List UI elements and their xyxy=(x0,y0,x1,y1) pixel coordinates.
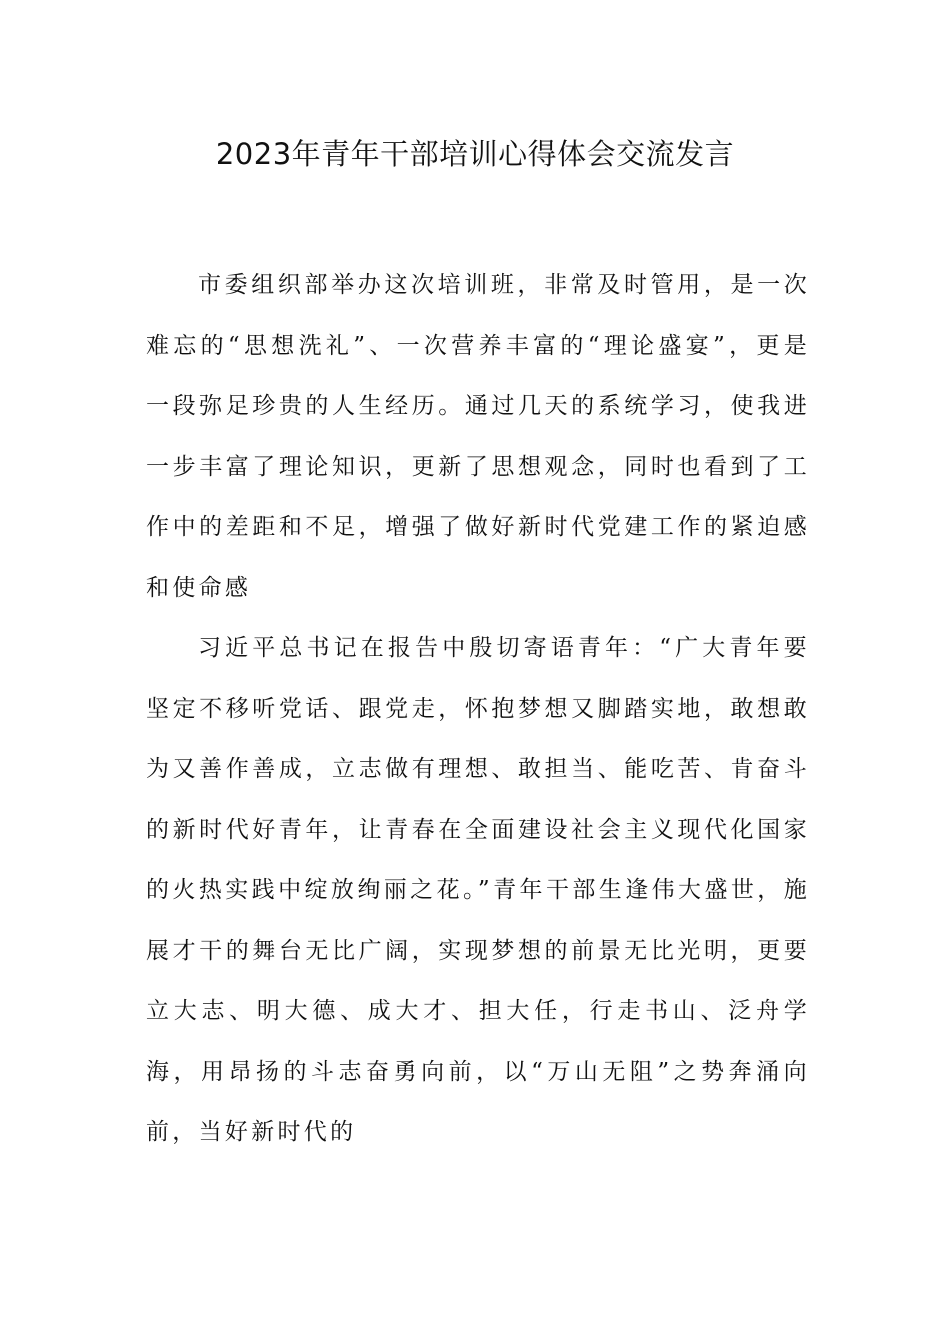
paragraph-1: 市委组织部举办这次培训班，非常及时管用，是一次难忘的“思想洗礼”、一次营养丰富的“理论盛宴”，更是一段弥足珍贵的人生经历。通过几天的系统学习，使我进一步丰富了理论知识，更新了思想观念，同时也看到了工作中的差距和不足，增强了做好新时代党建工作的紧迫感和使命感 xyxy=(146,272,810,601)
paragraph-2: 习近平总书记在报告中殷切寄语青年：“广大青年要坚定不移听党话、跟党走，怀抱梦想又脚踏实地，敢想敢为又善作善成，立志做有理想、敢担当、能吃苦、肯奋斗的新时代好青年，让青春在全面建设社会主义现代化国家的火热实践中绽放绚丽之花。”青年干部生逢伟大盛世，施展才干的舞台无比广阔，实现梦想的前景无比光明，更要立大志、明大德、成大才、担大任，行走书山、泛舟学海，用昂扬的斗志奋勇向前，以“万山无阻”之势奔涌向前，当好新时代的 xyxy=(146,635,810,1145)
document-title: 2023年青年干部培训心得体会交流发言 xyxy=(215,137,735,171)
document-body xyxy=(146,255,810,1163)
